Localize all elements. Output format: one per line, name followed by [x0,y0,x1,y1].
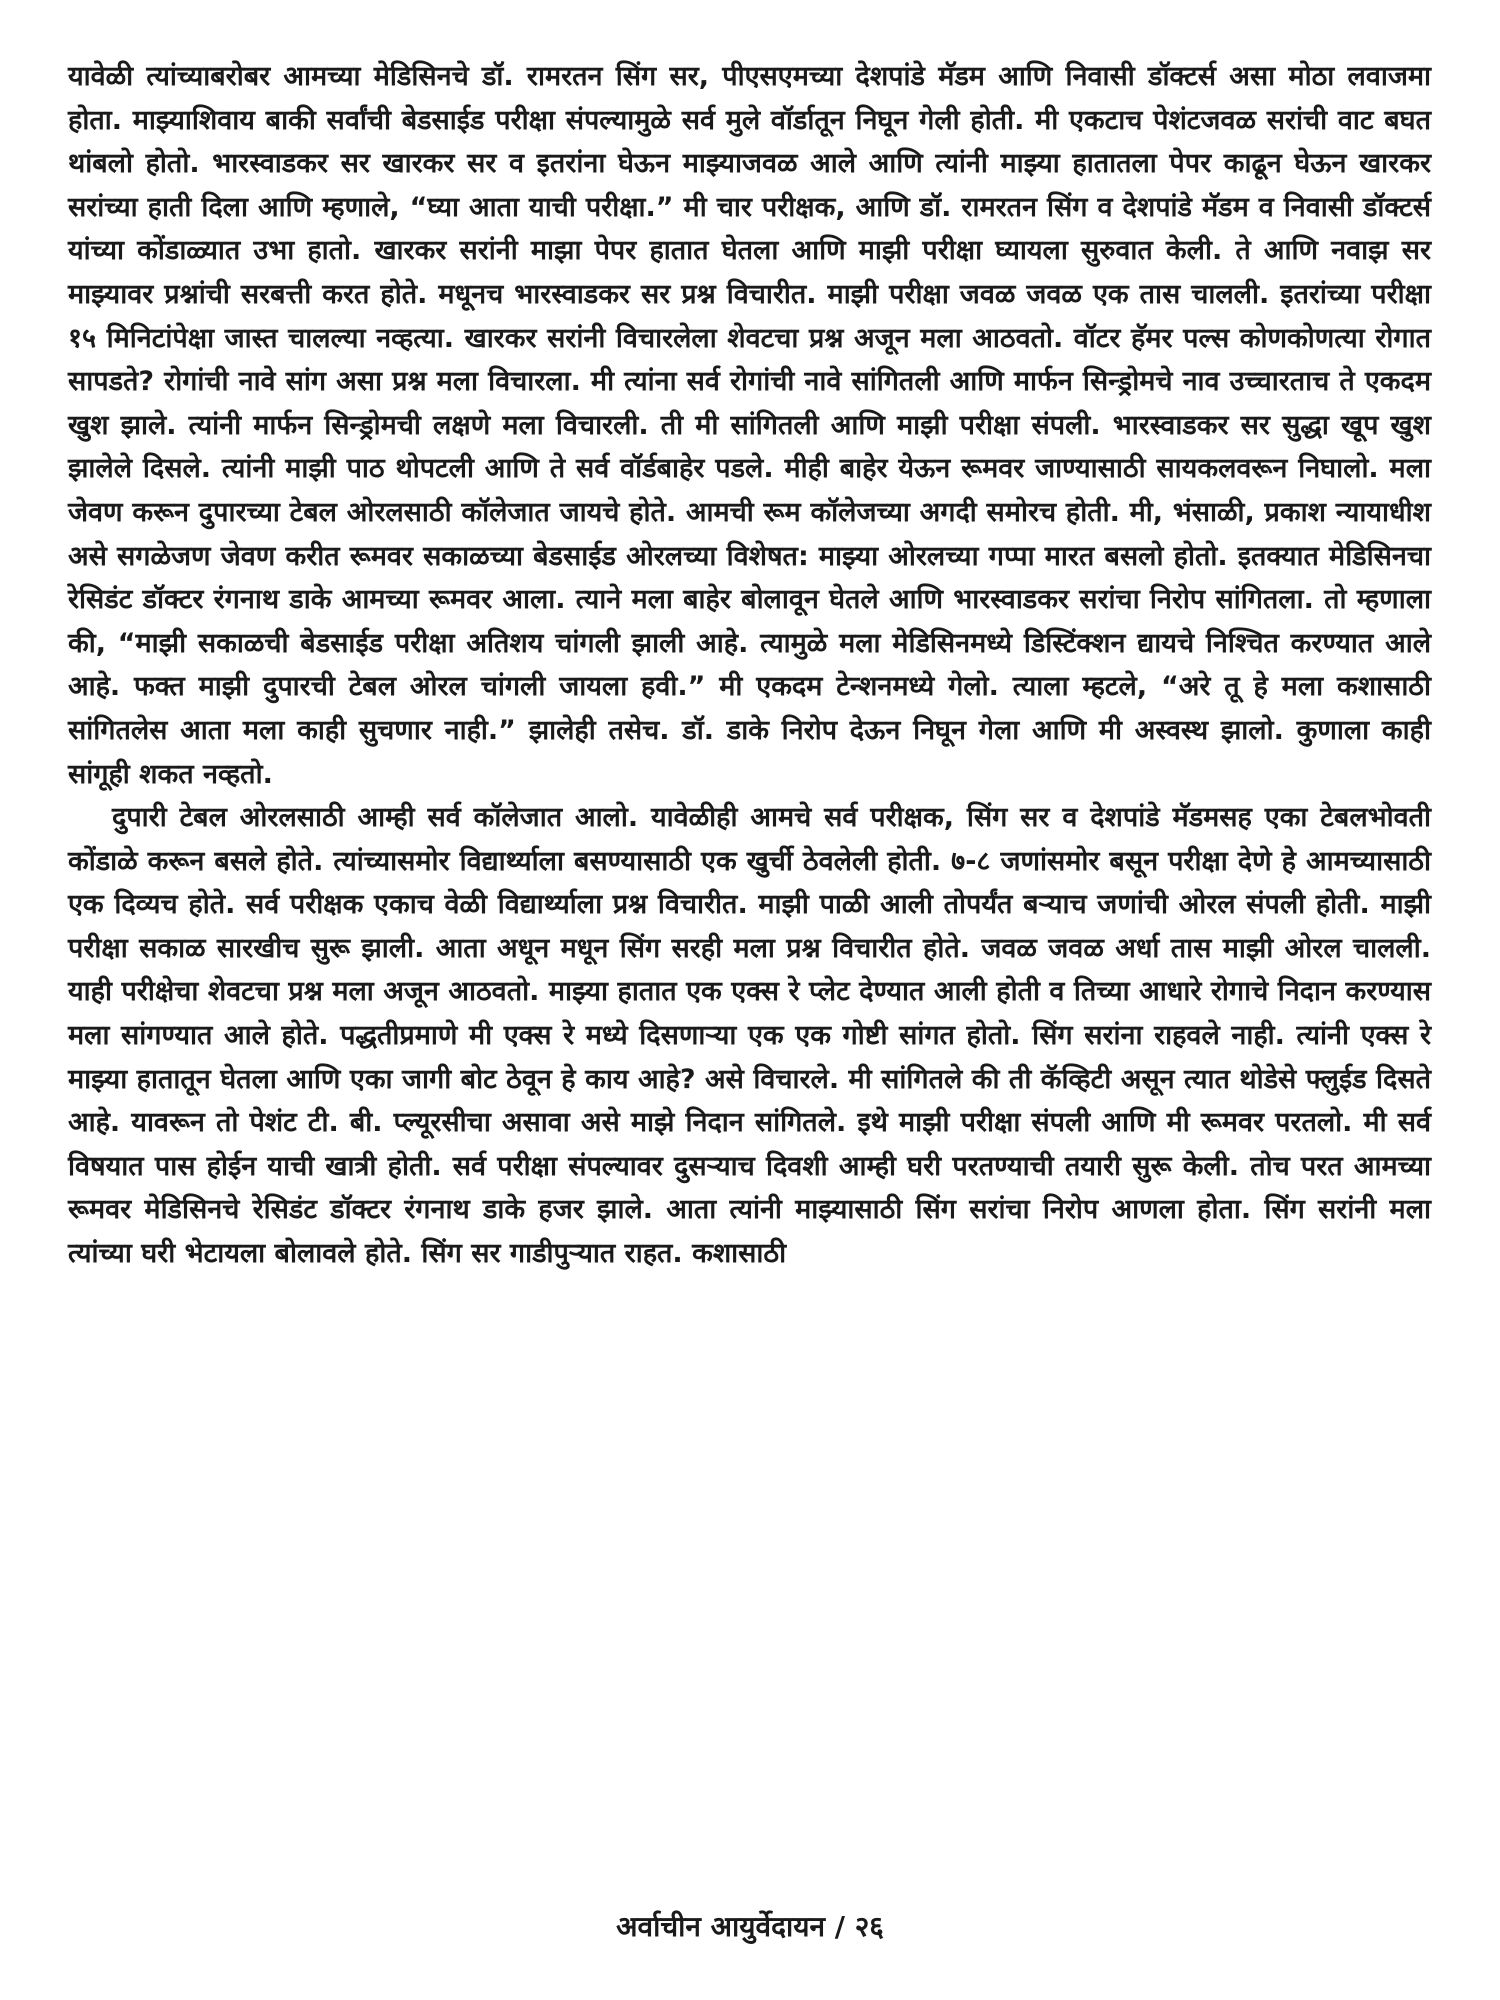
page-footer: अर्वाचीन आयुर्वेदायन / २६ [616,1910,884,1943]
paragraph-2: दुपारी टेबल ओरलसाठी आम्ही सर्व कॉलेजात आलो. यावेळीही आमचे सर्व परीक्षक, सिंग सर व देशपांडे मॅडमसह एका टेबलभोवती कोंडाळे करून बसले होते. त्यांच्यासमोर विद्यार्थ्याला बसण्यासाठी एक खुर्ची ठेवलेली होती. ७-८ जणांसमोर बसून परीक्षा देणे हे आमच्यासाठी एक दिव्यच होते. सर्व परीक्षक एकाच वेळी विद्यार्थ्याला प्रश्न विचारीत. माझी पाळी आली तोपर्यंत बऱ्याच जणांची ओरल संपली होती. माझी परीक्षा सकाळ सारखीच सुरू झाली. आता अधून मधून सिंग सरही मला प्रश्न विचारीत होते. जवळ जवळ अर्धा तास माझी ओरल चालली. याही परीक्षेचा शेवटचा प्रश्न मला अजून आठवतो. माझ्या हातात एक एक्स रे प्लेट देण्यात आली होती व तिच्या आधारे रोगाचे निदान करण्यास मला सांगण्यात आले होते. पद्धतीप्रमाणे मी एक्स रे मध्ये दिसणाऱ्या एक एक गोष्टी सांगत होतो. सिंग सरांना राहवले नाही. त्यांनी एक्स रे माझ्या हातातून घेतला आणि एका जागी बोट ठेवून हे काय आहे? असे विचारले. मी सांगितले की ती कॅव्हिटी असून त्यात थोडेसे फ्लुईड दिसते आहे. यावरून तो पेशंट टी. बी. प्ल्यूरसीचा असावा असे माझे निदान सांगितले. इथे माझी परीक्षा संपली आणि मी रूमवर परतलो. मी सर्व विषयात पास होईन याची खात्री होती. सर्व परीक्षा संपल्यावर दुसऱ्याच दिवशी आम्ही घरी परतण्याची तयारी सुरू केली. तोच परत आमच्या रूमवर मेडिसिनचे रेसिडंट डॉक्टर रंगनाथ डाके हजर झाले. आता त्यांनी माझ्यासाठी सिंग सरांचा निरोप आणला होता. सिंग सरांनी मला त्यांच्या घरी भेटायला बोलावले होते. सिंग सर गाडीपुऱ्यात राहत. कशासाठी [68,802,1431,1270]
paragraph-1: यावेळी त्यांच्याबरोबर आमच्या मेडिसिनचे डॉ. रामरतन सिंग सर, पीएसएमच्या देशपांडे मॅडम आणि निवासी डॉक्टर्स असा मोठा लवाजमा होता. माझ्याशिवाय बाकी सर्वांची बेडसाईड परीक्षा संपल्यामुळे सर्व मुले वॉर्डातून निघून गेली होती. मी एकटाच पेशंटजवळ सरांची वाट बघत थांबलो होतो. भारस्वाडकर सर खारकर सर व इतरांना घेऊन माझ्याजवळ आले आणि त्यांनी माझ्या हातातला पेपर काढून घेऊन खारकर सरांच्या हाती दिला आणि म्हणाले, “घ्या आता याची परीक्षा.” मी चार परीक्षक, आणि डॉ. रामरतन सिंग व देशपांडे मॅडम व निवासी डॉक्टर्स यांच्या कोंडाळ्यात उभा हातो. खारकर सरांनी माझा पेपर हातात घेतला आणि माझी परीक्षा घ्यायला सुरुवात केली. ते आणि नवाझ सर माझ्यावर प्रश्नांची सरबत्ती करत होते. मधूनच भारस्वाडकर सर प्रश्न विचारीत. माझी परीक्षा जवळ जवळ एक तास चालली. इतरांच्या परीक्षा १५ मिनिटांपेक्षा जास्त चालल्या नव्हत्या. खारकर सरांनी विचारलेला शेवटचा प्रश्न अजून मला आठवतो. वॉटर हॅमर पल्स कोणकोणत्या रोगात सापडते? रोगांची नावे सांग असा प्रश्न मला विचारला. मी त्यांना सर्व रोगांची नावे सांगितली आणि मार्फन सिन्ड्रोमचे नाव उच्चारताच ते एकदम खुश झाले. त्यांनी मार्फन सिन्ड्रोमची लक्षणे मला विचारली. ती मी सांगितली आणि माझी परीक्षा संपली. भारस्वाडकर सर सुद्धा खूप खुश झालेले दिसले. त्यांनी माझी पाठ थोपटली आणि ते सर्व वॉर्डबाहेर पडले. मीही बाहेर येऊन रूमवर जाण्यासाठी सायकलवरून निघालो. मला जेवण करून दुपारच्या टेबल ओरलसाठी कॉलेजात जायचे होते. आमची रूम कॉलेजच्या अगदी समोरच होती. मी, भंसाळी, प्रकाश न्यायाधीश असे सगळेजण जेवण करीत रूमवर सकाळच्या बेडसाईड ओरलच्या विशेषत: माझ्या ओरलच्या गप्पा मारत बसलो होतो. इतक्यात मेडिसिनचा रेसिडंट डॉक्टर रंगनाथ डाके आमच्या रूमवर आला. त्याने मला बाहेर बोलावून घेतले आणि भारस्वाडकर सरांचा निरोप सांगितला. तो म्हणाला की, “माझी सकाळची बेडसाईड परीक्षा अतिशय चांगली झाली आहे. त्यामुळे मला मेडिसिनमध्ये डिस्टिंक्शन द्यायचे निश्चित करण्यात आले आहे. फक्त माझी दुपारची टेबल ओरल चांगली जायला हवी.” मी एकदम टेन्शनमध्ये गेलो. त्याला म्हटले, “अरे तू हे मला कशासाठी सांगितलेस आता मला काही सुचणार नाही.” झालेही तसेच. डॉ. डाके निरोप देऊन निघून गेला आणि मी अस्वस्थ झालो. कुणाला काही सांगूही शकत नव्हतो. [68,61,1431,790]
body-text [68,55,1431,1276]
